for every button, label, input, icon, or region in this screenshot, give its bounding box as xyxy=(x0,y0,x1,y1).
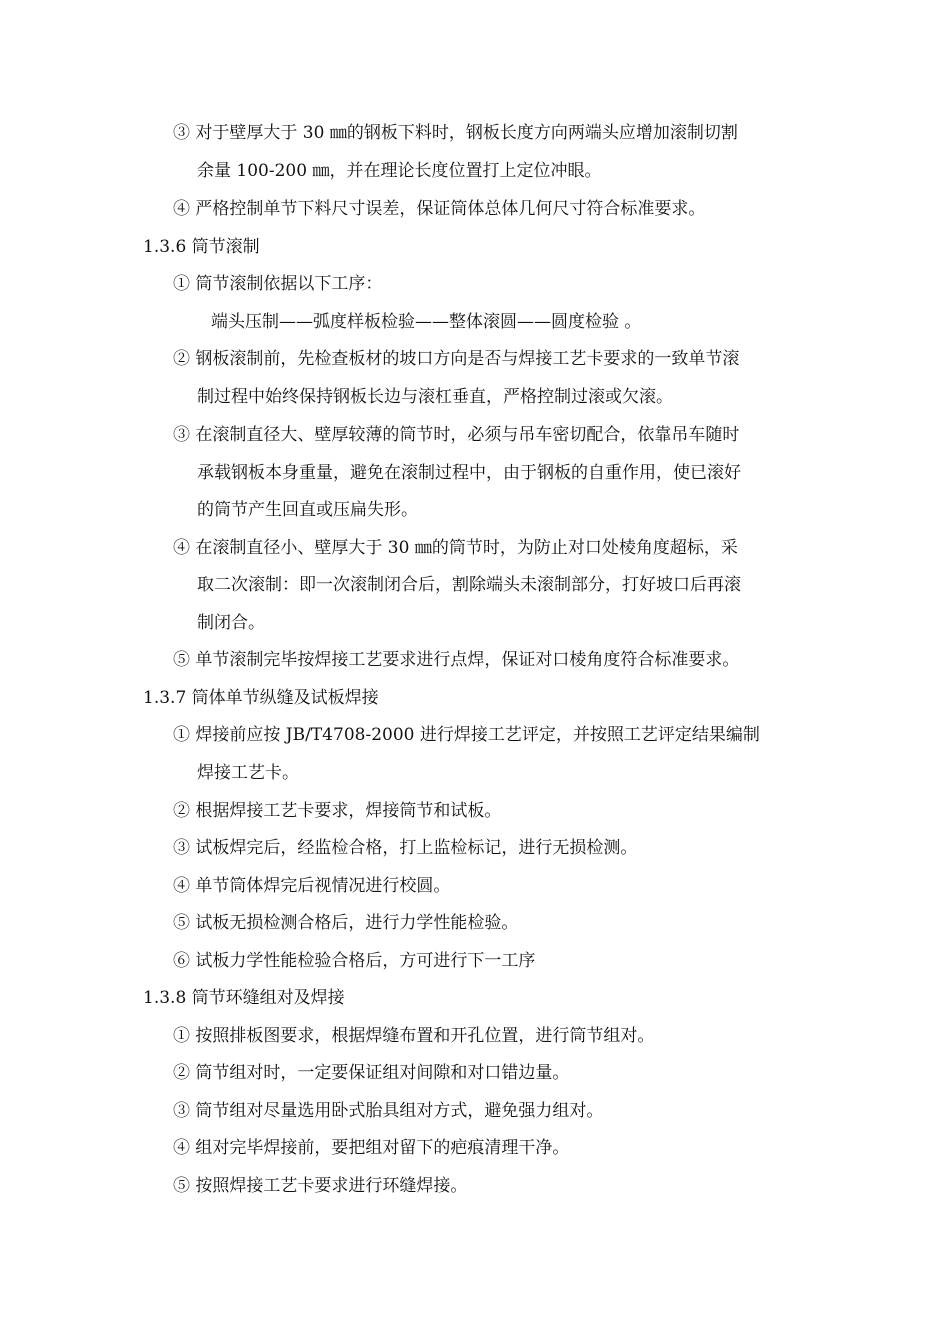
text-line: 取二次滚制：即一次滚制闭合后，割除端头未滚制部分，打好坡口后再滚 xyxy=(197,575,741,595)
text-line: ① 筒节滚制依据以下工序： xyxy=(173,274,383,294)
text-line: 制闭合。 xyxy=(197,613,265,633)
text-line: ② 筒节组对时，一定要保证组对间隙和对口错边量。 xyxy=(173,1063,570,1083)
text-line: ⑤ 单节滚制完毕按焊接工艺要求进行点焊，保证对口棱角度符合标准要求。 xyxy=(173,650,740,670)
text-line: ③ 筒节组对尽量选用卧式胎具组对方式，避免强力组对。 xyxy=(173,1101,604,1121)
text-line: ④ 单节筒体焊完后视情况进行校圆。 xyxy=(173,876,451,896)
text-line: 焊接工艺卡。 xyxy=(197,763,299,783)
section-heading: 1.3.7 筒体单节纵缝及试板焊接 xyxy=(143,688,379,708)
text-line: ⑥ 试板力学性能检验合格后，方可进行下一工序 xyxy=(173,951,536,971)
text-line: 余量 100-200 ㎜，并在理论长度位置打上定位冲眼。 xyxy=(197,161,602,181)
text-line: ① 焊接前应按 JB/T4708-2000 进行焊接工艺评定，并按照工艺评定结果编制 xyxy=(173,725,760,745)
text-line: 制过程中始终保持钢板长边与滚杠垂直，严格控制过滚或欠滚。 xyxy=(197,387,673,407)
text-line: ② 钢板滚制前，先检查板材的坡口方向是否与焊接工艺卡要求的一致单节滚 xyxy=(173,349,740,369)
section-heading: 1.3.8 筒节环缝组对及焊接 xyxy=(143,988,345,1008)
section-heading: 1.3.6 筒节滚制 xyxy=(143,237,260,257)
text-line: ④ 组对完毕焊接前，要把组对留下的疤痕清理干净。 xyxy=(173,1138,570,1158)
text-line: 端头压制——弧度样板检验——整体滚圆——圆度检验 。 xyxy=(211,312,642,332)
text-line: ② 根据焊接工艺卡要求，焊接筒节和试板。 xyxy=(173,801,502,821)
text-line: ③ 对于壁厚大于 30 ㎜的钢板下料时，钢板长度方向两端头应增加滚制切割 xyxy=(173,123,738,143)
text-line: ④ 在滚制直径小、壁厚大于 30 ㎜的筒节时，为防止对口处棱角度超标，采 xyxy=(173,538,738,558)
text-line: ③ 在滚制直径大、壁厚较薄的筒节时，必须与吊车密切配合，依靠吊车随时 xyxy=(173,425,740,445)
text-line: ⑤ 试板无损检测合格后，进行力学性能检验。 xyxy=(173,913,519,933)
text-line: ④ 严格控制单节下料尺寸误差，保证筒体总体几何尺寸符合标准要求。 xyxy=(173,199,706,219)
text-line: ③ 试板焊完后，经监检合格，打上监检标记，进行无损检测。 xyxy=(173,838,638,858)
text-line: ① 按照排板图要求，根据焊缝布置和开孔位置，进行筒节组对。 xyxy=(173,1026,655,1046)
text-line: 的筒节产生回直或压扁失形。 xyxy=(197,500,418,520)
text-line: 承载钢板本身重量，避免在滚制过程中，由于钢板的自重作用，使已滚好 xyxy=(197,463,741,483)
text-line: ⑤ 按照焊接工艺卡要求进行环缝焊接。 xyxy=(173,1176,468,1196)
